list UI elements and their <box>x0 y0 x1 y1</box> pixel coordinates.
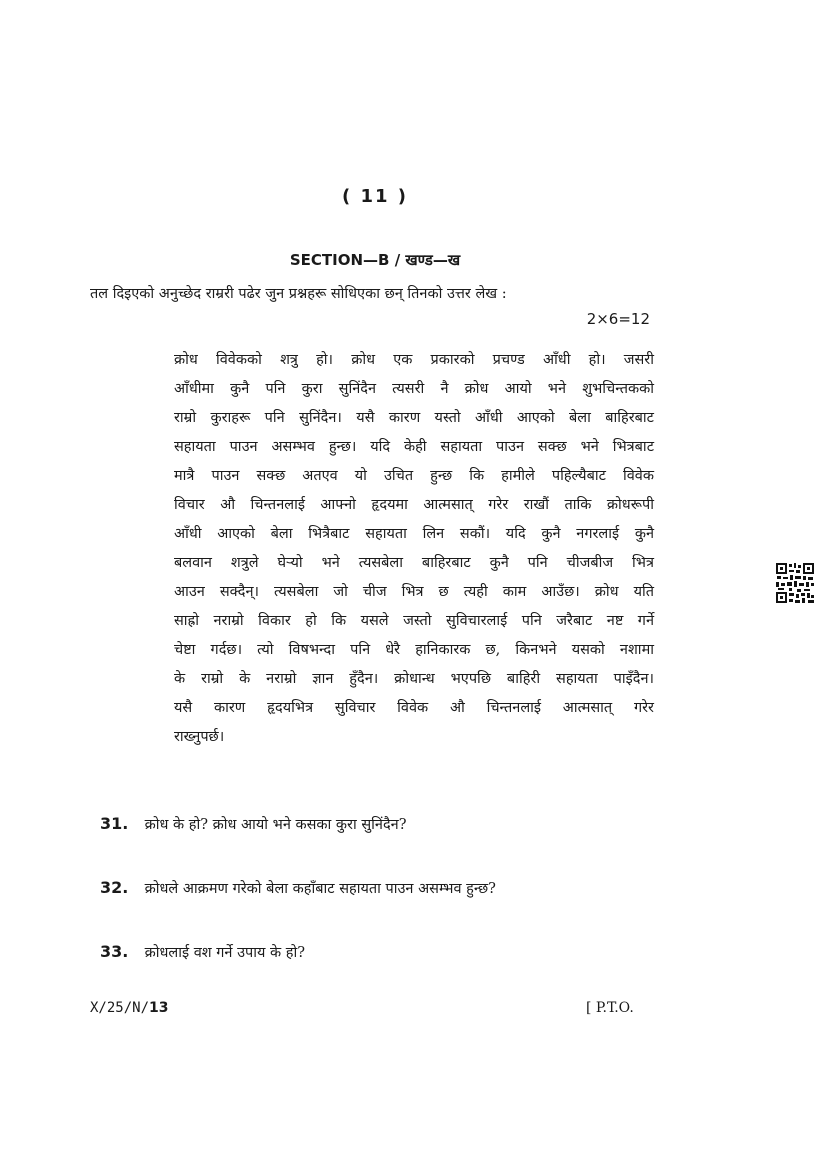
question-31 <box>100 814 660 834</box>
passage <box>174 346 654 752</box>
passage-line: राख्नुपर्छ। <box>174 729 225 745</box>
paper-code <box>90 1000 169 1016</box>
paper-code-prefix: X/25/N/ <box>90 1000 150 1016</box>
passage-line: साह्रो नराम्रो विकार हो कि यसले जस्तो सुविचारलाई पनि जरैबाट नष्ट गर्ने <box>174 613 654 629</box>
passage-line: के राम्रो के नराम्रो ज्ञान हुँदैन। क्रोधान्ध भएपछि बाहिरी सहायता पाइँदैन। <box>174 671 654 687</box>
passage-line: आँधीमा कुनै पनि कुरा सुनिंदैन त्यसरी नै क्रोध आयो भने शुभचिन्तकको <box>174 381 654 397</box>
passage-line: मात्रै पाउन सक्छ अतएव यो उचित हुन्छ कि हामीले पहिल्यैबाट विवेक <box>174 468 654 484</box>
question-text: क्रोधले आक्रमण गरेको बेला कहाँबाट सहायता पाउन असम्भव हुन्छ? <box>144 881 496 897</box>
pto-label: [ P.T.O. <box>586 1000 634 1016</box>
question-32 <box>100 878 660 898</box>
passage-line: यसै कारण हृदयभित्र सुविचार विवेक औ चिन्तनलाई आत्मसात् गरेर <box>174 700 654 716</box>
question-number: 32. <box>100 878 129 897</box>
marks-allocation: 2×6=12 <box>586 310 650 328</box>
qr-code-icon <box>775 562 815 604</box>
passage-line: विचार औ चिन्तनलाई आफ्नो हृदयमा आत्मसात् गरेर राखौं ताकि क्रोधरूपी <box>174 497 654 513</box>
passage-line: आउन सक्दैन्। त्यसबेला जो चीज भित्र छ त्यही काम आउँछ। क्रोध यति <box>174 584 654 600</box>
question-number: 33. <box>100 942 129 961</box>
instruction-text: तल दिइएको अनुच्छेद राम्ररी पढेर जुन प्रश्नहरू सोधिएका छन् तिनको उत्तर लेख : <box>90 286 507 302</box>
paper-code-suffix: 13 <box>149 1000 169 1016</box>
passage-line: चेष्टा गर्दछ। त्यो विषभन्दा पनि धेरै हानिकारक छ, किनभने यसको नशामा <box>174 642 654 658</box>
passage-line: सहायता पाउन असम्भव हुन्छ। यदि केही सहायता पाउन सक्छ भने भित्रबाट <box>174 439 654 455</box>
page-number: ( 11 ) <box>341 186 409 207</box>
passage-line: क्रोध विवेकको शत्रु हो। क्रोध एक प्रकारको प्रचण्ड आँधी हो। जसरी <box>174 352 654 368</box>
passage-line: राम्रो कुराहरू पनि सुनिंदैन। यसै कारण यस्तो आँधी आएको बेला बाहिरबाट <box>174 410 654 426</box>
question-33 <box>100 942 660 962</box>
question-text: क्रोधलाई वश गर्ने उपाय के हो? <box>144 945 306 961</box>
passage-line: आँधी आएको बेला भित्रैबाट सहायता लिन सकौं। यदि कुनै नगरलाई कुनै <box>174 526 654 542</box>
passage-line: बलवान शत्रुले घेर्‍यो भने त्यसबेला बाहिरबाट कुनै पनि चीजबीज भित्र <box>174 555 654 571</box>
section-heading: SECTION—B / खण्ड—ख <box>289 251 461 269</box>
question-text: क्रोध के हो? क्रोध आयो भने कसका कुरा सुनिंदैन? <box>144 817 407 833</box>
question-number: 31. <box>100 814 129 833</box>
